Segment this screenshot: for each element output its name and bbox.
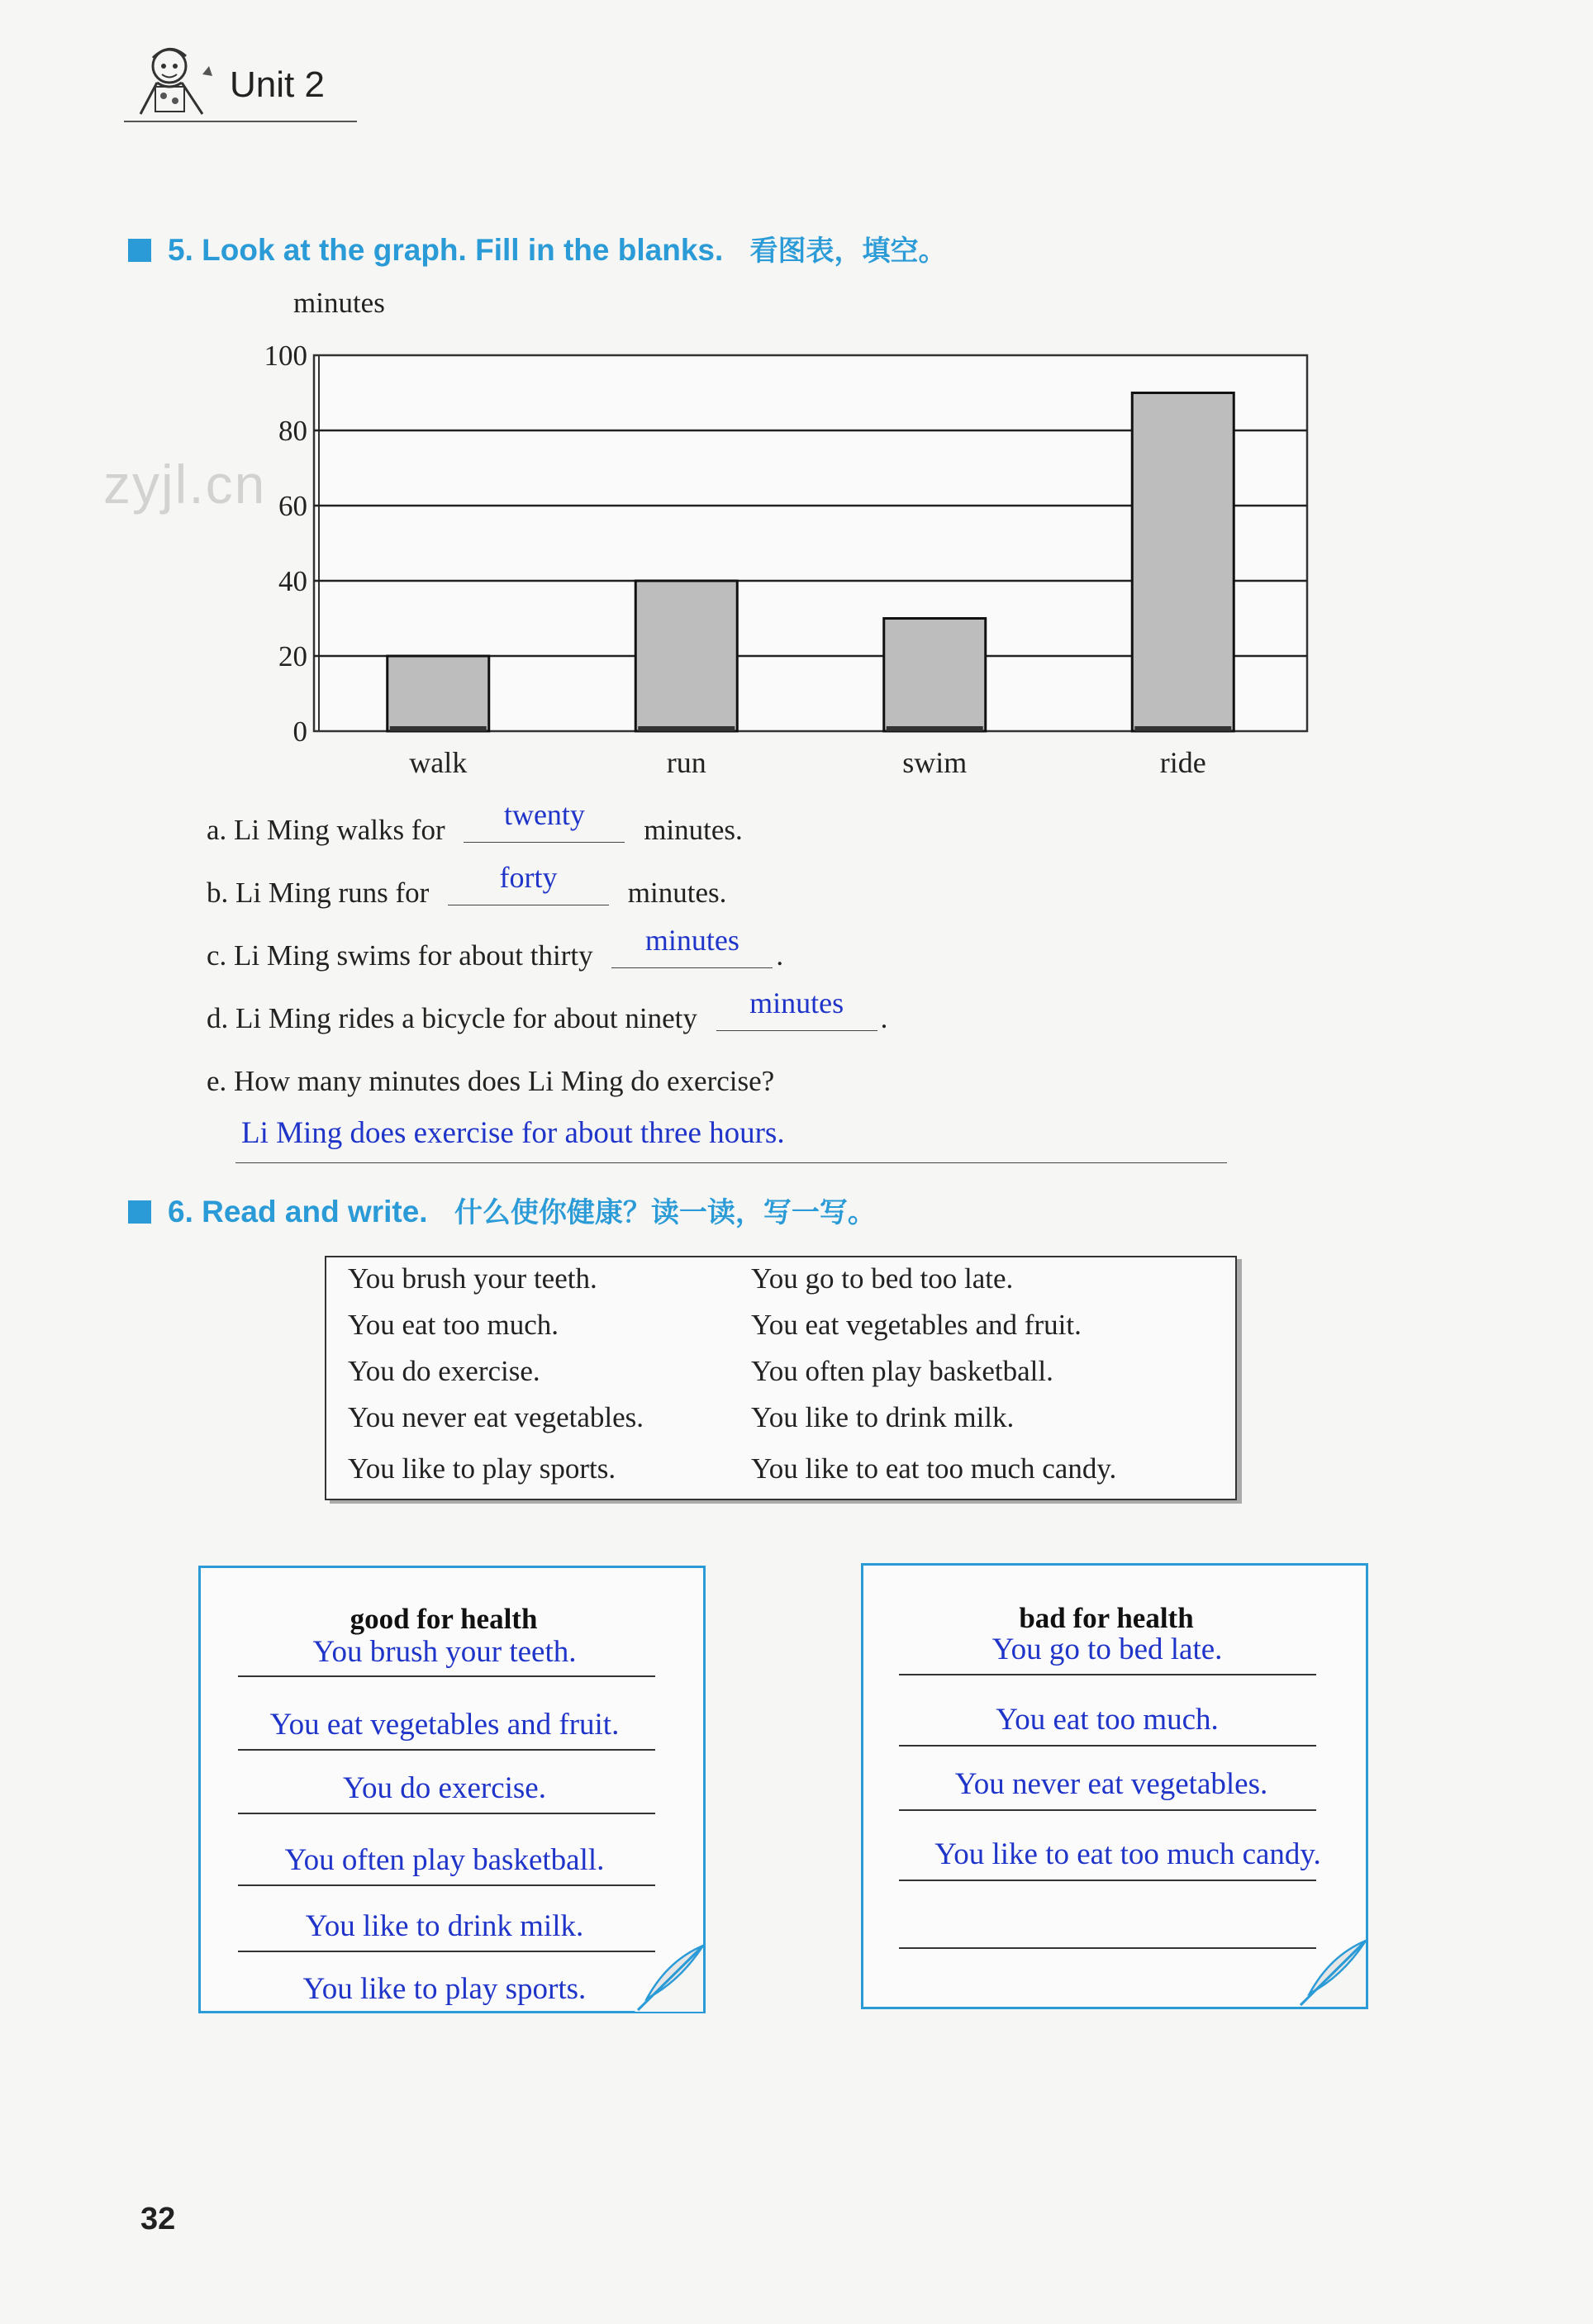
box-sentence: You often play basketball. <box>751 1355 1053 1387</box>
bar-ride <box>1132 393 1234 732</box>
box-sentence: You do exercise. <box>348 1355 540 1387</box>
box-sentence: You like to play sports. <box>348 1452 616 1485</box>
bad-answer: You go to bed late. <box>991 1633 1223 1666</box>
x-tick-label: run <box>666 746 706 779</box>
question-c-text: c. Li Ming swims for about thirty <box>207 939 593 972</box>
good-for-health-note <box>198 1566 706 2013</box>
box-sentence: You eat vegetables and fruit. <box>751 1309 1082 1341</box>
good-note-title: good for health <box>350 1603 538 1635</box>
box-sentence: You eat too much. <box>348 1309 559 1341</box>
x-tick-label: walk <box>409 746 468 779</box>
answer-c: minutes <box>644 924 739 957</box>
unit-header <box>124 41 364 132</box>
box-sentence: You brush your teeth. <box>348 1262 597 1295</box>
answer-line[interactable] <box>899 1947 1316 1949</box>
bar-base-swim <box>887 726 983 731</box>
answer-line[interactable] <box>238 1951 655 1952</box>
bar-swim <box>884 619 986 732</box>
y-tick-label: 0 <box>292 715 307 748</box>
question-b-suffix: minutes. <box>627 877 727 909</box>
question-d-suffix: . <box>880 1002 888 1034</box>
good-answer: You eat vegetables and fruit. <box>269 1708 620 1742</box>
section5-heading-text: 5. Look at the graph. Fill in the blanks. <box>168 233 724 267</box>
y-axis-label: minutes <box>293 287 385 319</box>
question-c <box>207 924 784 972</box>
question-d-text: d. Li Ming rides a bicycle for about ninety <box>207 1002 697 1034</box>
answer-blank-e[interactable] <box>235 1111 1227 1163</box>
bar-run <box>635 581 737 731</box>
question-a-suffix: minutes. <box>644 814 743 846</box>
bar-walk <box>388 656 489 731</box>
answer-a: twenty <box>503 798 585 831</box>
answer-line[interactable] <box>899 1809 1316 1811</box>
section5-heading <box>128 228 947 269</box>
page-curl-icon <box>635 1944 706 2013</box>
y-tick-label: 60 <box>278 490 307 522</box>
section-square-icon <box>128 239 151 262</box>
good-answer: You often play basketball. <box>284 1843 605 1877</box>
answer-line[interactable] <box>899 1880 1316 1881</box>
y-tick-label: 20 <box>278 640 307 672</box>
question-a <box>207 798 743 847</box>
section5-heading-cn: 看图表，填空。 <box>749 235 947 268</box>
answer-blank-d[interactable] <box>716 986 877 1031</box>
good-answer: You do exercise. <box>343 1771 546 1805</box>
question-b <box>207 861 727 910</box>
x-tick-label: ride <box>1159 746 1206 779</box>
good-answer: You brush your teeth. <box>312 1635 577 1669</box>
answer-line[interactable] <box>238 1884 655 1886</box>
bad-note-title: bad for health <box>1019 1602 1194 1634</box>
question-c-suffix: . <box>776 939 784 972</box>
answer-blank-c[interactable] <box>611 924 773 968</box>
answer-line[interactable] <box>899 1745 1316 1747</box>
bar-base-run <box>638 726 735 731</box>
bad-for-health-note <box>861 1563 1368 2009</box>
mascot-icon <box>124 41 223 120</box>
answer-blank-a[interactable] <box>464 798 625 843</box>
bar-chart <box>223 285 1330 789</box>
good-answer: You like to drink milk. <box>305 1909 584 1943</box>
bar-base-ride <box>1134 726 1231 731</box>
bad-answer: You eat too much. <box>996 1703 1219 1737</box>
question-e: e. How many minutes does Li Ming do exercise? <box>207 1065 775 1097</box>
page-number: 32 <box>140 2202 176 2236</box>
box-sentence: You like to eat too much candy. <box>751 1452 1117 1485</box>
section6-heading <box>128 1190 876 1230</box>
answer-e: Li Ming does exercise for about three hours. <box>241 1116 785 1150</box>
bad-answer: You never eat vegetables. <box>954 1767 1268 1801</box>
watermark: zyjl.cn <box>103 454 267 515</box>
section6-heading-text: 6. Read and write. <box>168 1195 428 1229</box>
answer-line[interactable] <box>238 1813 655 1814</box>
question-d <box>207 986 888 1035</box>
answer-blank-b[interactable] <box>448 861 609 905</box>
sentence-box <box>325 1256 1237 1500</box>
y-tick-label: 40 <box>278 565 307 597</box>
x-tick-label: swim <box>902 746 968 779</box>
answer-line[interactable] <box>238 1749 655 1751</box>
y-tick-label: 80 <box>278 415 307 447</box>
box-sentence: You like to drink milk. <box>751 1401 1015 1433</box>
section6-heading-cn: 什么使你健康？读一读，写一写。 <box>454 1196 876 1229</box>
y-tick-label: 100 <box>264 340 307 372</box>
question-a-text: a. Li Ming walks for <box>207 814 445 846</box>
section-square-icon <box>128 1200 151 1224</box>
page-curl-icon <box>1297 1939 1368 2008</box>
answer-line[interactable] <box>899 1674 1316 1675</box>
unit-title: Unit 2 <box>230 64 325 105</box>
bad-answer: You like to eat too much candy. <box>934 1837 1321 1871</box>
question-b-text: b. Li Ming runs for <box>207 877 430 909</box>
answer-b: forty <box>499 861 558 894</box>
box-sentence: You never eat vegetables. <box>348 1401 644 1433</box>
answer-d: minutes <box>749 986 844 1019</box>
bar-base-walk <box>390 726 487 731</box>
answer-line[interactable] <box>238 1675 655 1677</box>
good-answer: You like to play sports. <box>302 1972 587 2006</box>
header-rule <box>124 121 357 122</box>
box-sentence: You go to bed too late. <box>751 1262 1014 1295</box>
